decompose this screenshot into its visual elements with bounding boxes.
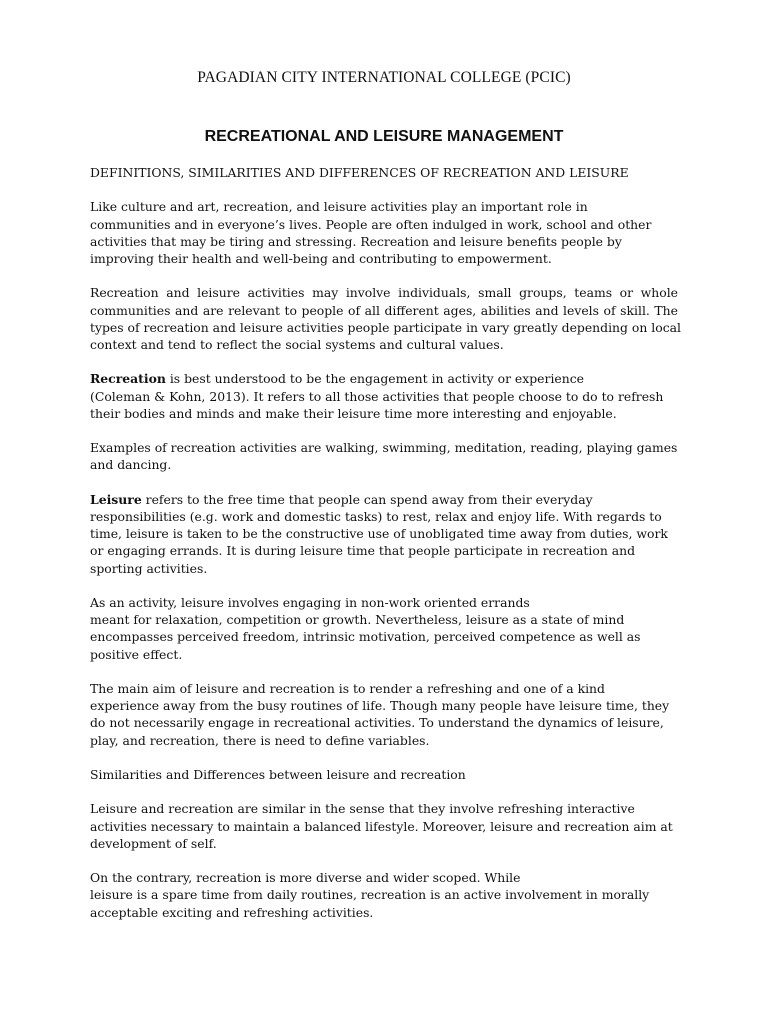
paragraph-line: meant for relaxation, competition or growth. Nevertheless, leisure as a state of mind (90, 612, 625, 628)
paragraph-line: time, leisure is taken to be the constructive use of unobligated time away from duties, work (90, 526, 668, 542)
paragraph-line: encompasses perceived freedom, intrinsic motivation, perceived competence as well as (90, 629, 641, 645)
paragraph-line: As an activity, leisure involves engaging in non-work oriented errands (90, 594, 530, 610)
paragraph-line: positive effect. (90, 646, 183, 662)
paragraph-line: acceptable exciting and refreshing activities. (90, 904, 374, 920)
paragraph-line: or engaging errands. It is during leisure time that people participate in recreation and (90, 543, 636, 559)
paragraph-line: experience away from the busy routines of life. Though many people have leisure time, they (90, 698, 670, 714)
term-recreation: Recreation (90, 371, 166, 387)
document-body (90, 164, 681, 938)
paragraph-similarities (90, 800, 678, 852)
paragraph-differences (90, 869, 678, 921)
paragraph-line: activities necessary to maintain a balanced lifestyle. Moreover, leisure and recreation aim at (90, 818, 673, 834)
paragraph-line: On the contrary, recreation is more diverse and wider scoped. While (90, 870, 521, 886)
subheading-similarities: Similarities and Differences between leisure and recreation (90, 766, 466, 782)
paragraph-line: communities and are relevant to people of all different ages, abilities and levels of skill. The (90, 302, 678, 318)
paragraph-line: activities that may be tiring and stressing. Recreation and leisure benefits people by (90, 233, 622, 249)
paragraph-line: Like culture and art, recreation, and leisure activities play an important role in (90, 199, 588, 215)
paragraph-activities (90, 284, 681, 353)
paragraph-line: improving their health and well-being and contributing to empowerment. (90, 251, 552, 266)
paragraph-line: responsibilities (e.g. work and domestic tasks) to rest, relax and enjoy life. With regards to (90, 508, 662, 524)
paragraph-line: The main aim of leisure and recreation is to render a refreshing and one of a kind (90, 680, 605, 696)
document-title: RECREATIONAL AND LEISURE MANAGEMENT (204, 128, 564, 145)
paragraph-line (90, 491, 678, 508)
paragraph-intro (90, 198, 678, 267)
paragraph-line: context and tend to reflect the social systems and cultural values. (90, 337, 504, 352)
term-leisure: Leisure (90, 491, 142, 507)
institution-name: PAGADIAN CITY INTERNATIONAL COLLEGE (PCIC) (197, 69, 571, 86)
paragraph-line: (Coleman & Kohn, 2013). It refers to all those activities that people choose to do to refresh (90, 388, 664, 404)
paragraph-line: do not necessarily engage in recreational activities. To understand the dynamics of leisure, (90, 715, 664, 731)
paragraph-line: their bodies and minds and make their leisure time more interesting and enjoyable. (90, 405, 617, 421)
paragraph-line (90, 370, 678, 387)
paragraph-leisure-definition (90, 491, 678, 577)
paragraph-leisure-activity (90, 594, 678, 663)
paragraph-line: Leisure and recreation are similar in the sense that they involve refreshing interactive (90, 801, 635, 817)
paragraph-line: Recreation and leisure activities may involve individuals, small groups, teams or whole (90, 285, 678, 301)
definition-text: is best understood to be the engagement in activity or experience (165, 371, 584, 387)
paragraph-line: play, and recreation, there is need to define variables. (90, 732, 430, 748)
section-heading: DEFINITIONS, SIMILARITIES AND DIFFERENCES OF RECREATION AND LEISURE (90, 165, 629, 180)
paragraph-line: leisure is a spare time from daily routines, recreation is an active involvement in morally (90, 887, 650, 903)
paragraph-line: Examples of recreation activities are walking, swimming, meditation, reading, playing games (90, 440, 678, 456)
paragraph-recreation-examples (90, 439, 678, 473)
paragraph-line: sporting activities. (90, 560, 208, 576)
paragraph-recreation-definition (90, 370, 678, 422)
paragraph-line: development of self. (90, 835, 217, 851)
paragraph-line: communities and in everyone’s lives. People are often indulged in work, school and other (90, 216, 652, 232)
definition-text: refers to the free time that people can spend away from their everyday (141, 491, 593, 507)
paragraph-line: and dancing. (90, 457, 172, 473)
paragraph-line: types of recreation and leisure activities people participate in vary greatly depending on local (90, 319, 681, 335)
paragraph-main-aim (90, 680, 678, 749)
